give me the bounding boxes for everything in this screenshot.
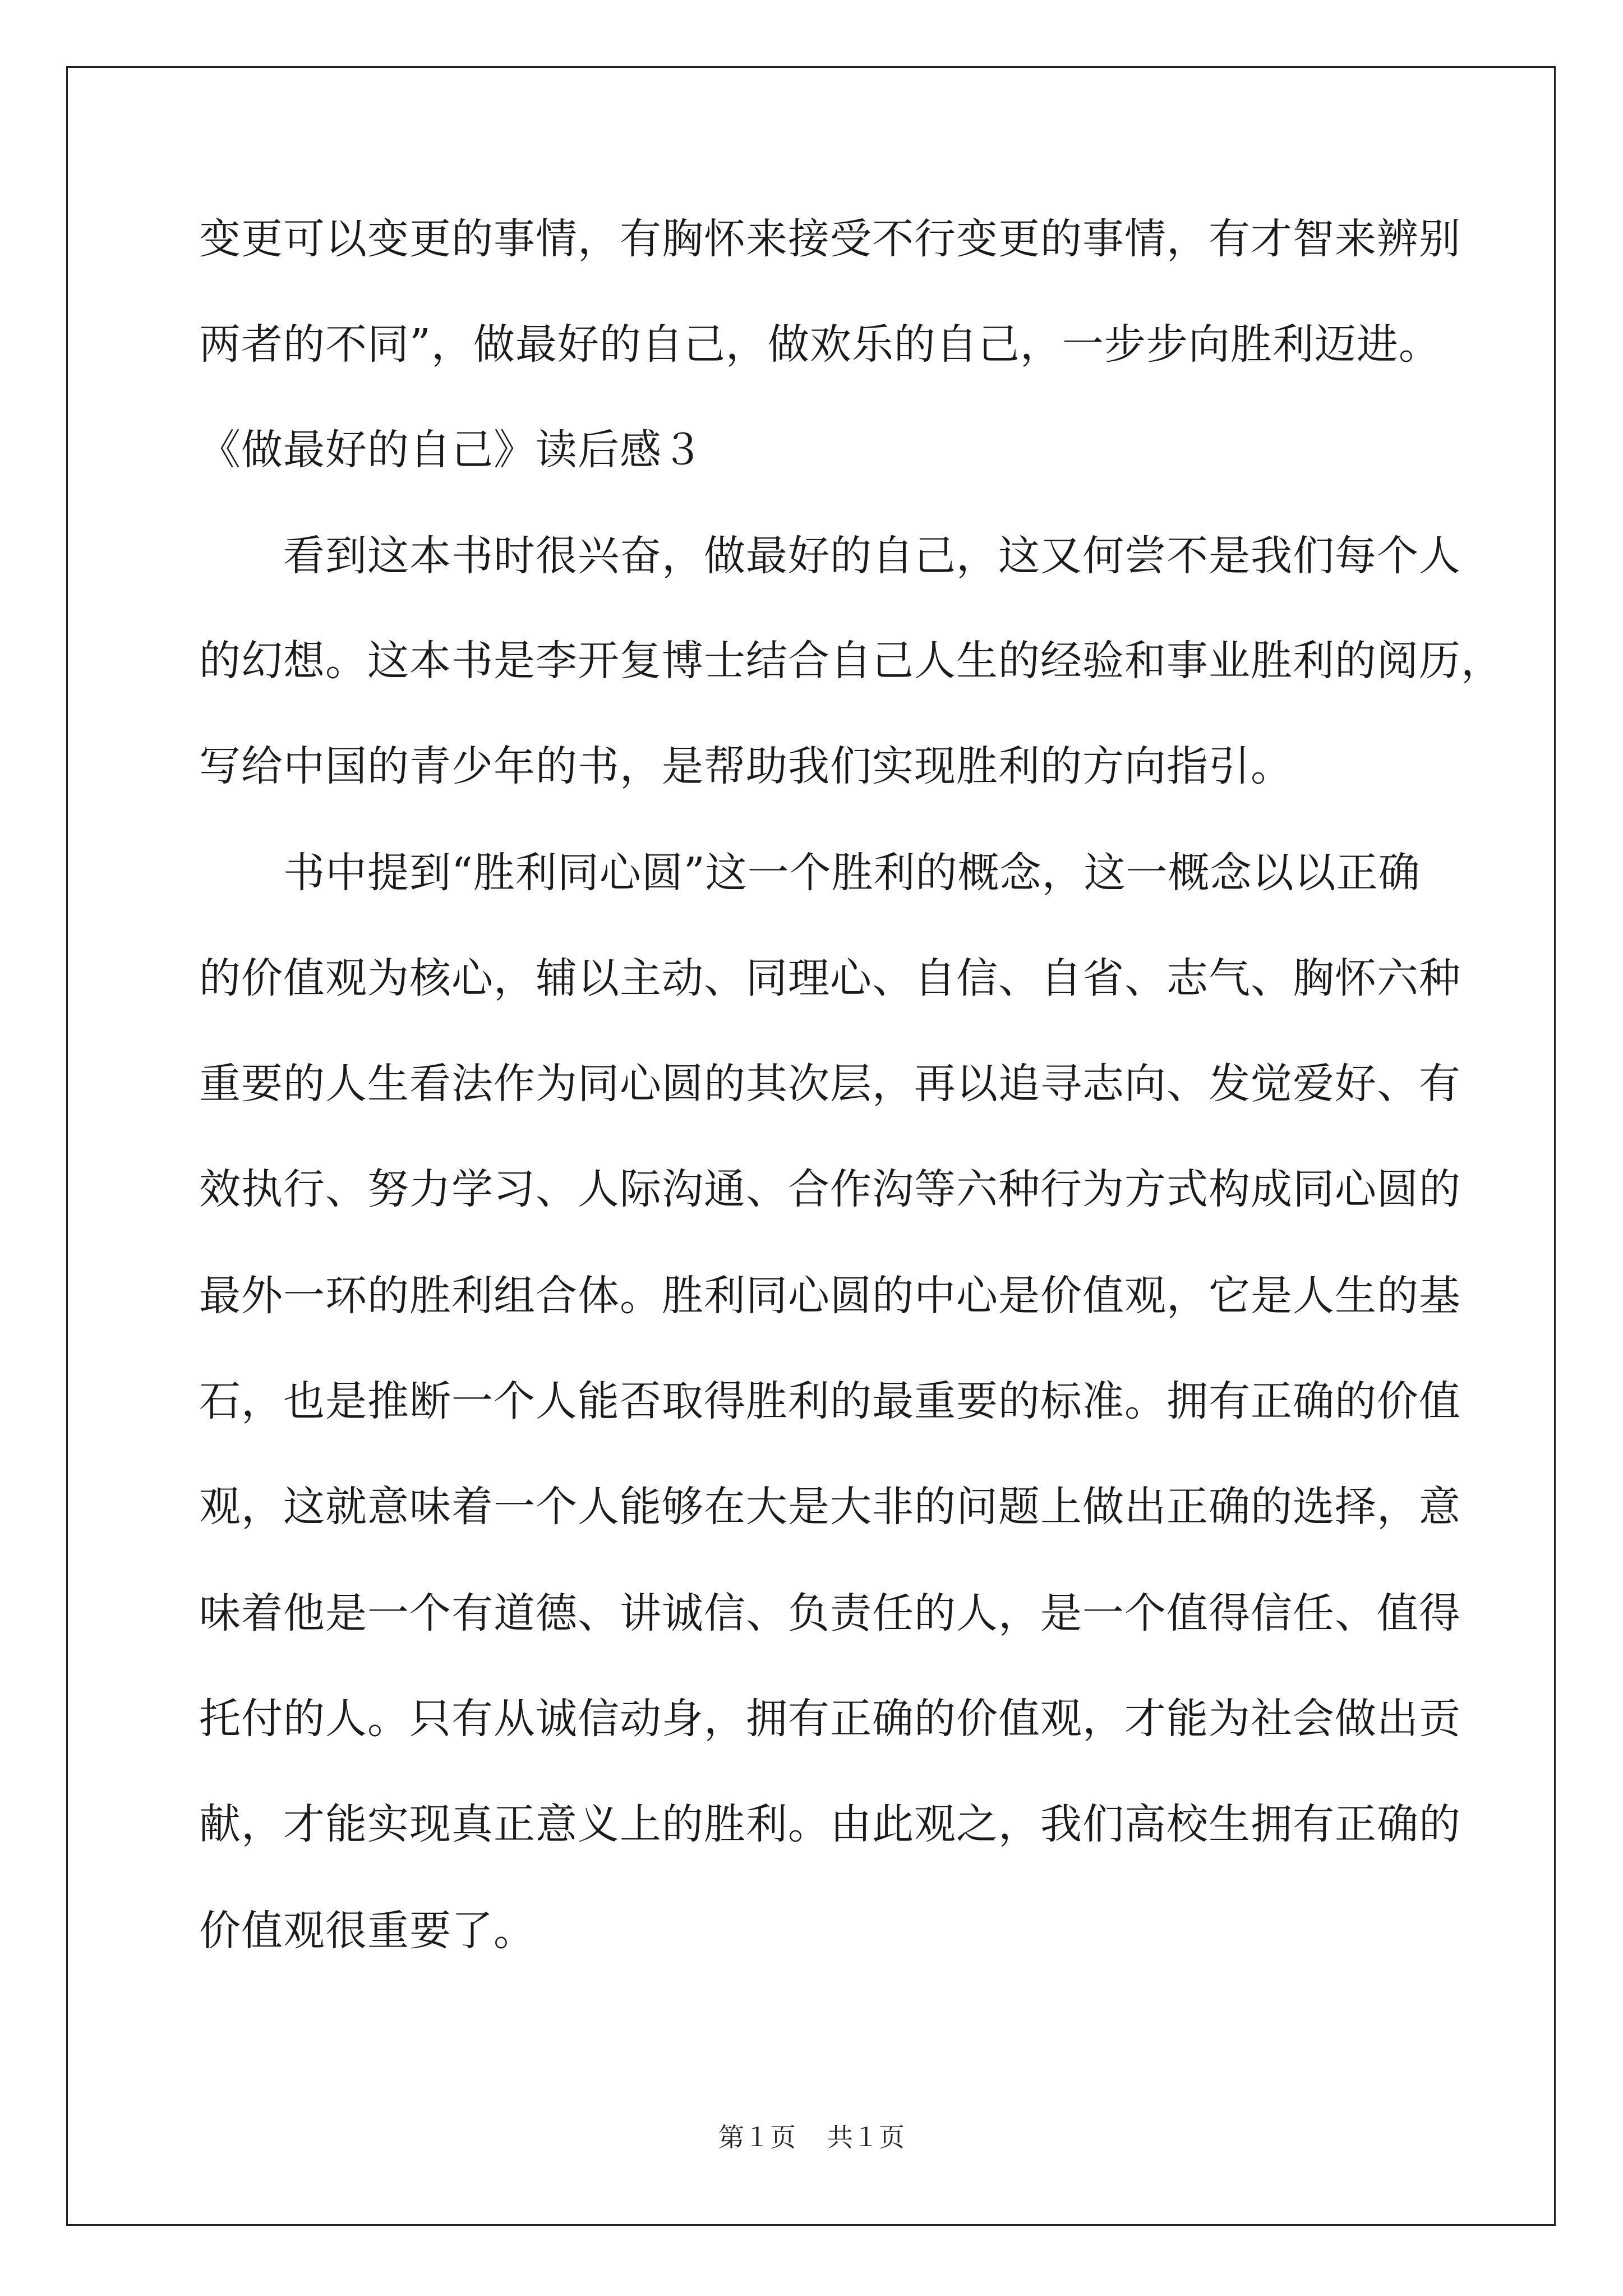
text-line: 托付的人。只有从诚信动身，拥有正确的价值观，才能为社会做出贡 bbox=[199, 1695, 1461, 1743]
section-heading: 《做最好的自己》读后感３ bbox=[199, 426, 704, 474]
text-line: 最外一环的胜利组合体。胜利同心圆的中心是价值观，它是人生的基 bbox=[199, 1272, 1461, 1320]
text-line: 石，也是推断一个人能否取得胜利的最重要的标准。拥有正确的价值 bbox=[199, 1377, 1461, 1425]
text-line: 价值观很重要了。 bbox=[199, 1907, 536, 1955]
page-border bbox=[66, 66, 1556, 2226]
text-line: 味着他是一个有道德、讲诚信、负责任的人，是一个值得信任、值得 bbox=[199, 1589, 1461, 1637]
text-line: 两者的不同”，做最好的自己，做欢乐的自己，一步步向胜利迈进。 bbox=[199, 320, 1441, 369]
text-line: 献，才能实现真正意义上的胜利。由此观之，我们高校生拥有正确的 bbox=[199, 1800, 1461, 1848]
page-number: 第１页 bbox=[718, 2122, 796, 2152]
page-footer bbox=[0, 2120, 1623, 2154]
text-line: 的幻想。这本书是李开复博士结合自己人生的经验和事业胜利的阅历， bbox=[199, 637, 1503, 685]
page-total: 共１页 bbox=[827, 2122, 905, 2152]
paragraph-start: 看到这本书时很兴奋，做最好的自己，这又何尝不是我们每个人 bbox=[283, 532, 1461, 580]
text-line: 观，这就意味着一个人能够在大是大非的问题上做出正确的选择，意 bbox=[199, 1483, 1461, 1531]
text-line: 写给中国的青少年的书，是帮助我们实现胜利的方向指引。 bbox=[199, 742, 1293, 790]
text-line: 效执行、努力学习、人际沟通、合作沟等六种行为方式构成同心圆的 bbox=[199, 1165, 1461, 1213]
paragraph-start: 书中提到“胜利同心圆”这一个胜利的概念，这一概念以以正确 bbox=[283, 849, 1421, 897]
text-line: 重要的人生看法作为同心圆的其次层，再以追寻志向、发觉爱好、有 bbox=[199, 1060, 1461, 1108]
text-line: 变更可以变更的事情，有胸怀来接受不行变更的事情，有才智来辨别 bbox=[199, 215, 1461, 263]
text-line: 的价值观为核心，辅以主动、同理心、自信、自省、志气、胸怀六种 bbox=[199, 954, 1461, 1002]
